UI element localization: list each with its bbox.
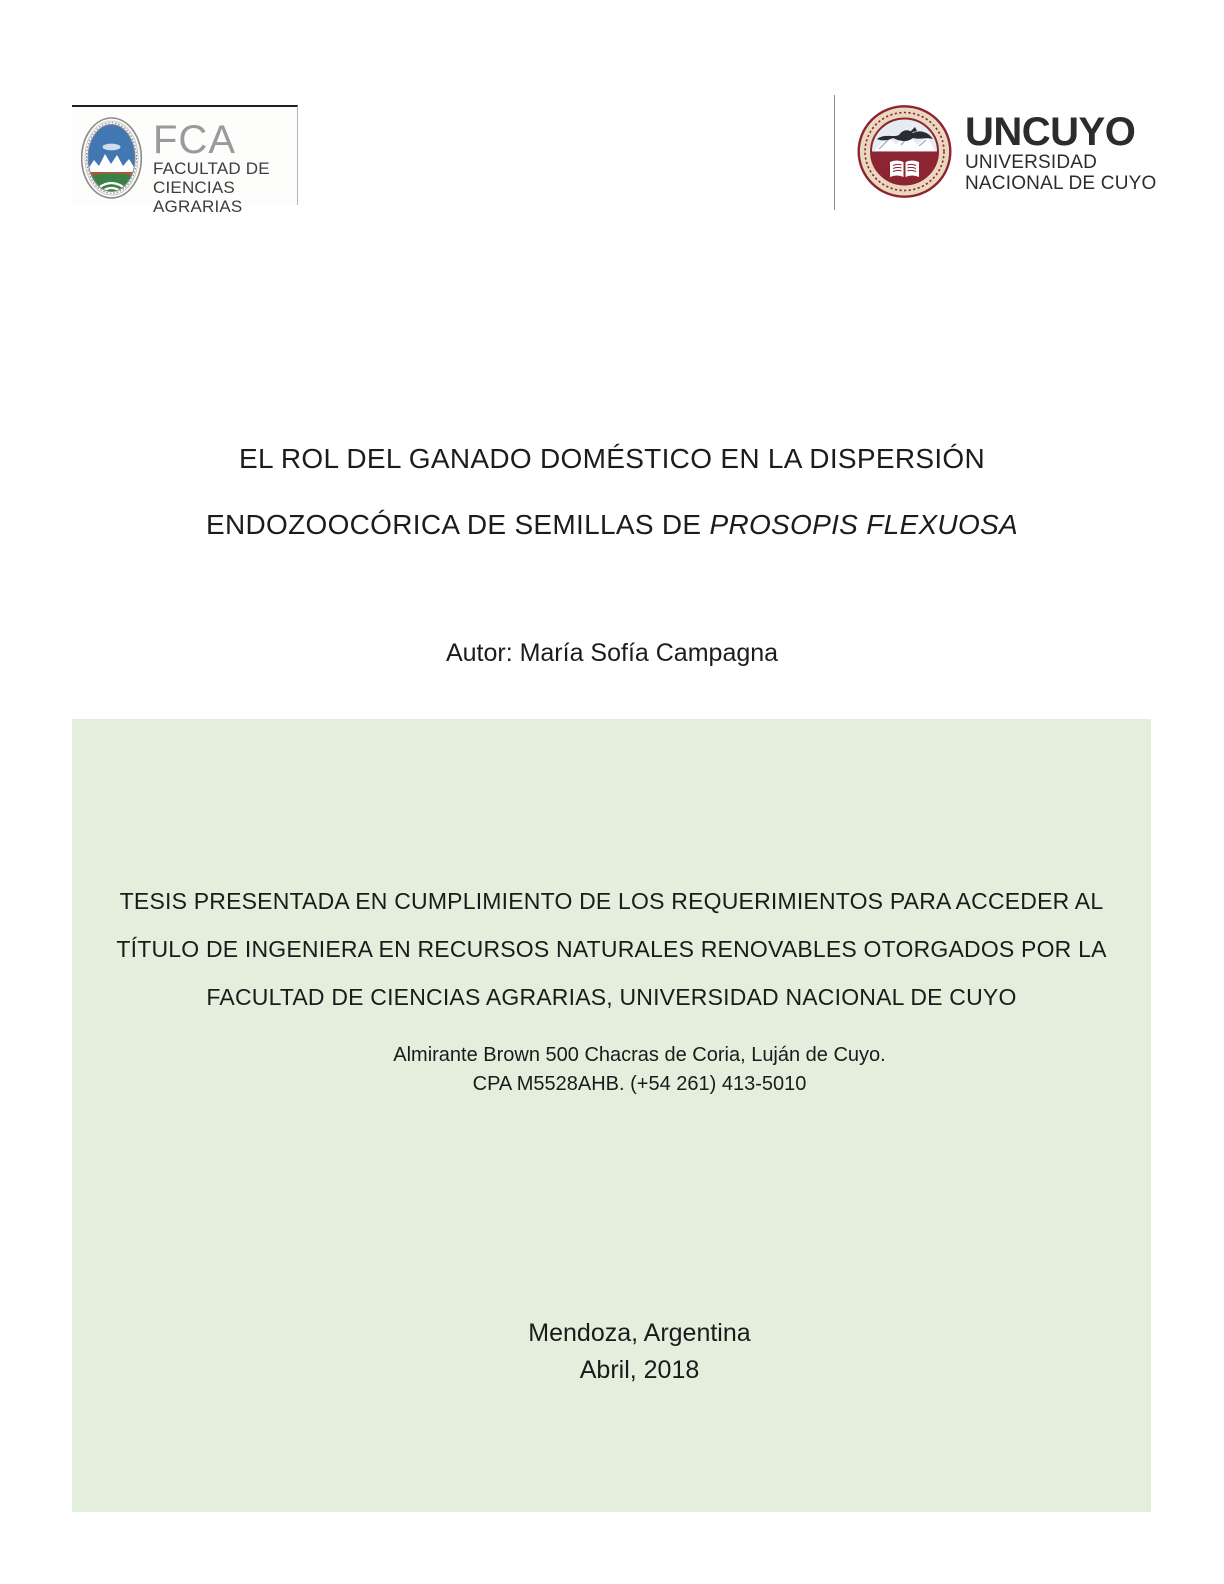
date-line: Abril, 2018 (579, 1356, 700, 1384)
fca-name-line2: CIENCIAS AGRARIAS (153, 178, 243, 216)
fca-wordmark (153, 118, 297, 216)
thesis-statement-line2: TÍTULO DE INGENIERA EN RECURSOS NATURALES RENOVABLES OTORGADOS POR LA (116, 936, 1107, 962)
species-name: PROSOPIS FLEXUOSA (709, 509, 1018, 540)
thesis-title-line2-text: ENDOZOOCÓRICA DE SEMILLAS DE (205, 509, 710, 540)
fca-logo (72, 105, 298, 216)
uncuyo-acronym: UNCUYO (965, 109, 1136, 154)
uncuyo-name-line2: NACIONAL DE CUYO (965, 172, 1157, 194)
author-line: Autor: María Sofía Campagna (445, 639, 779, 667)
faculty-address (128, 1041, 1151, 1099)
thesis-statement-line1: TESIS PRESENTADA EN CUMPLIMIENTO DE LOS REQUERIMIENTOS PARA ACCEDER AL (119, 888, 1104, 914)
thesis-statement-line3: FACULTAD DE CIENCIAS AGRARIAS, UNIVERSIDAD NACIONAL DE CUYO (206, 984, 1017, 1010)
thesis-title (0, 426, 1224, 558)
uncuyo-name-line1: UNIVERSIDAD (965, 151, 1098, 173)
thesis-statement (72, 877, 1151, 1021)
fca-crest-icon (81, 117, 142, 204)
thesis-title-line1: EL ROL DEL GANADO DOMÉSTICO EN LA DISPERSIÓN (238, 443, 986, 474)
address-line2: CPA M5528AHB. (+54 261) 413-5010 (472, 1073, 807, 1095)
uncuyo-logo (834, 95, 1156, 210)
uncuyo-crest-icon (857, 105, 952, 203)
fca-name-line1: FACULTAD DE (153, 159, 270, 178)
fca-acronym: FCA (153, 118, 236, 162)
thesis-title-line2 (0, 492, 1224, 558)
location-line: Mendoza, Argentina (528, 1319, 751, 1347)
thesis-panel (72, 719, 1151, 1512)
address-line1: Almirante Brown 500 Chacras de Coria, Luján de Cuyo. (393, 1044, 886, 1066)
uncuyo-wordmark (965, 109, 1157, 194)
